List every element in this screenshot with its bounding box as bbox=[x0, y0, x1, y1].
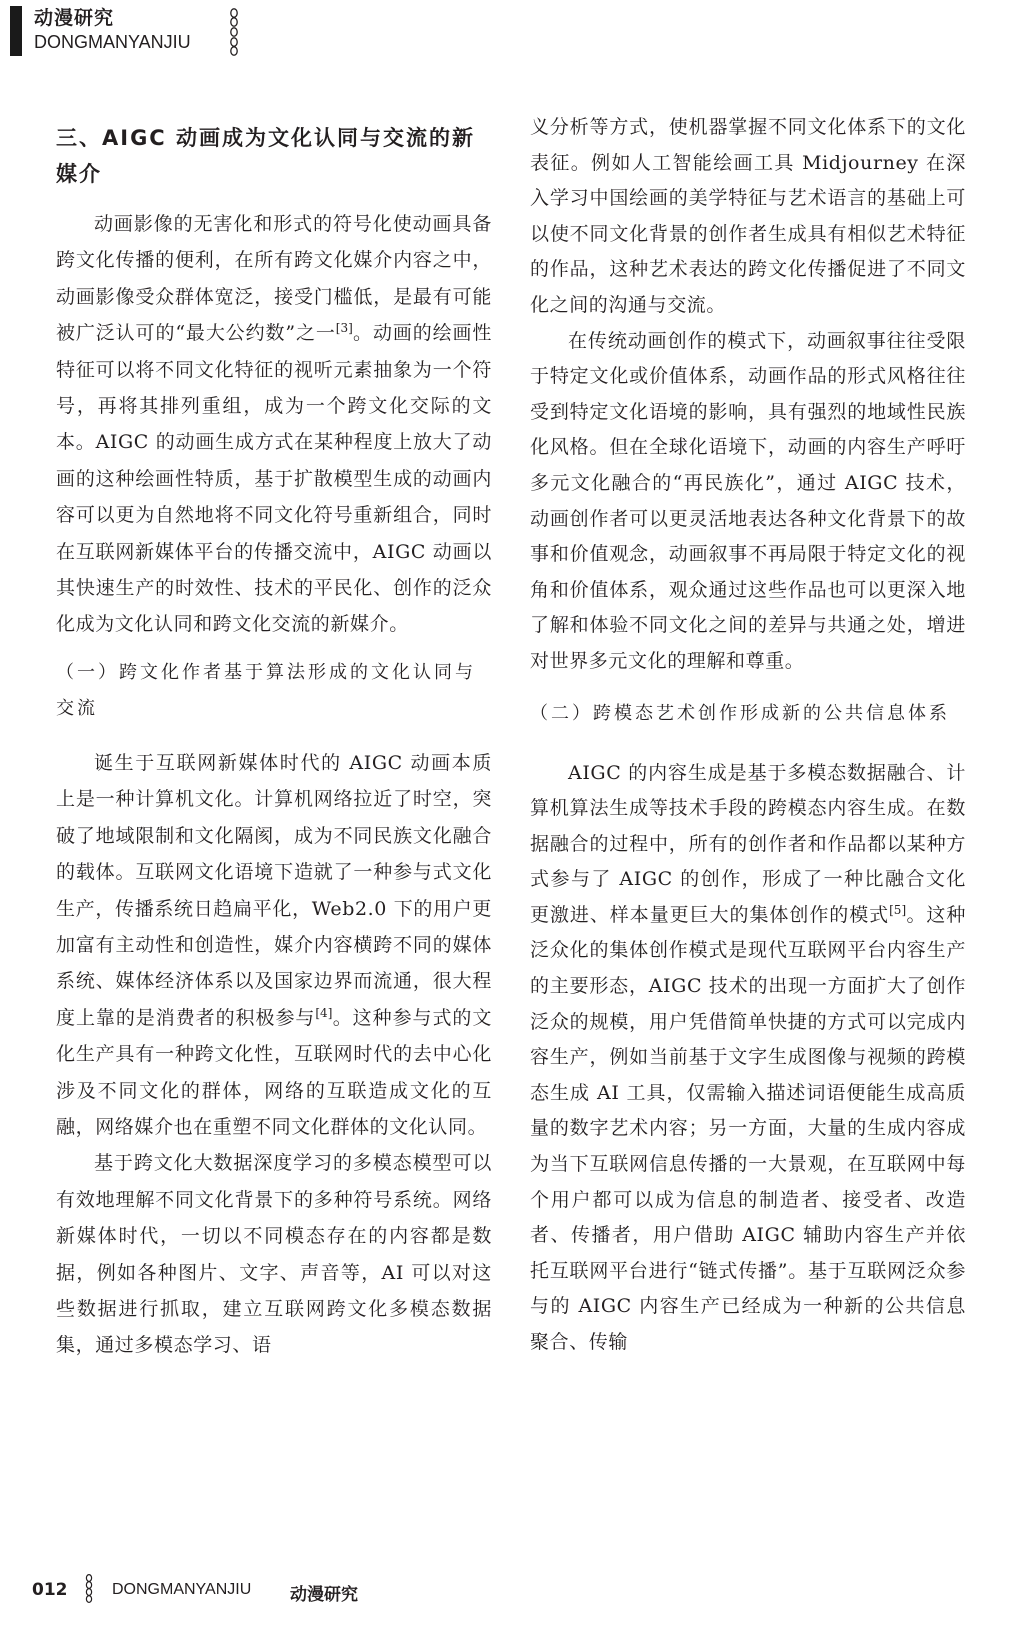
subsection-title: （二）跨模态艺术创作形成新的公共信息体系 bbox=[530, 702, 950, 724]
citation-ref: [3] bbox=[335, 321, 353, 336]
body-paragraph: 诞生于互联网新媒体时代的 AIGC 动画本质上是一种计算机文化。计算机网络拉近了时空，突破了地域限制和文化隔阂，成为不同民族文化融合的载体。互联网文化语境下造就了一种参与式文化生产，传播系统日趋扁平化，Web2.0 下的用户更加富有主动性和创造性，媒介内容横跨不同的媒体系统、媒体经济体系以及国家边界而流通，很大程度上靠的是消费者的积极参与[4]。这种参与式的文化生产具有一种跨文化性，互联网时代的去中心化涉及不同文化的群体，网络的互联造成文化的互融，网络媒介也在重塑不同文化群体的文化认同。 bbox=[56, 751, 492, 1138]
right-column bbox=[530, 110, 966, 1484]
body-paragraph: 基于跨文化大数据深度学习的多模态模型可以有效地理解不同文化背景下的多种符号系统。网络新媒体时代，一切以不同模态存在的内容都是数据，例如各种图片、文字、声音等，AI 可以对这些数据进行抓取，建立互联网跨文化多模态数据集，通过多模态学习、语 bbox=[56, 1152, 492, 1357]
chain-ornament-icon bbox=[228, 8, 240, 56]
body-paragraph-continued: 义分析等方式，使机器掌握不同文化体系下的文化表征。例如人工智能绘画工具 Midjourney 在深入学习中国绘画的美学特征与艺术语言的基础上可以使不同文化背景的创作者生成具有相似艺术特征的作品，这种艺术表达的跨文化传播促进了不同文化之间的沟通与交流。 bbox=[530, 116, 966, 316]
citation-ref: [4] bbox=[315, 1005, 333, 1020]
subsection-title: （一）跨文化作者基于算法形成的文化认同与交流 bbox=[56, 661, 476, 719]
footer-journal-en: DONGMANYANJIU bbox=[112, 1581, 252, 1598]
section-title: 三、AIGC 动画成为文化认同与交流的新媒介 bbox=[56, 126, 476, 186]
page-number: 012 bbox=[32, 1580, 68, 1600]
body-paragraph: AIGC 的内容生成是基于多模态数据融合、计算机算法生成等技术手段的跨模态内容生成。在数据融合的过程中，所有的创作者和作品都以某种方式参与了 AIGC 的创作，形成了一种比融合文化更激进、样本量更巨大的集体创作的模式[5]。这种泛众化的集体创作模式是现代互联网平台内容生产的主要形态，AIGC 技术的出现一方面扩大了创作泛众的规模，用户凭借简单快捷的方式可以完成内容生产，例如当前基于文字生成图像与视频的跨模态生成 AI 工具，仅需输入描述词语便能生成高质量的数字艺术内容；另一方面，大量的生成内容成为当下互联网信息传播的一大景观，在互联网中每个用户都可以成为信息的制造者、接受者、改造者、传播者，用户借助 AIGC 辅助内容生产并依托互联网平台进行“链式传播”。基于互联网泛众参与的 AIGC 内容生产已经成为一种新的公共信息聚合、传输 bbox=[530, 761, 966, 1353]
chain-ornament-icon bbox=[84, 1574, 94, 1606]
citation-ref: [5] bbox=[889, 902, 907, 917]
body-paragraph: 在传统动画创作的模式下，动画叙事往往受限于特定文化或价值体系，动画作品的形式风格往往受到特定文化语境的影响，具有强烈的地域性民族化风格。但在全球化语境下，动画的内容生产呼吁多元文化融合的“再民族化”，通过 AIGC 技术，动画创作者可以更灵活地表达各种文化背景下的故事和价值观念，动画叙事不再局限于特定文化的视角和价值体系，观众通过这些作品也可以更深入地了解和体验不同文化之间的差异与共通之处，增进对世界多元文化的理解和尊重。 bbox=[530, 329, 966, 672]
footer-journal-cn: 动漫研究 bbox=[290, 1585, 358, 1605]
body-paragraph: 动画影像的无害化和形式的符号化使动画具备跨文化传播的便利，在所有跨文化媒介内容之中，动画影像受众群体宽泛，接受门槛低，是最有可能被广泛认可的“最大公约数”之一[3]。动画的绘画性特征可以将不同文化特征的视听元素抽象为一个符号，再将其排列重组，成为一个跨文化交际的文本。AIGC 的动画生成方式在某种程度上放大了动画的这种绘画性特质，基于扩散模型生成的动画内容可以更为自然地将不同文化符号重新组合，同时在互联网新媒体平台的传播交流中，AIGC 动画以其快速生产的时效性、技术的平民化、创作的泛众化成为文化认同和跨文化交流的新媒介。 bbox=[56, 213, 492, 636]
journal-title-cn: 动漫研究 bbox=[34, 7, 115, 29]
header-bar bbox=[10, 6, 22, 56]
page-footer bbox=[32, 1572, 632, 1608]
left-column bbox=[56, 110, 492, 1484]
journal-title-en: DONGMANYANJIU bbox=[34, 32, 191, 52]
